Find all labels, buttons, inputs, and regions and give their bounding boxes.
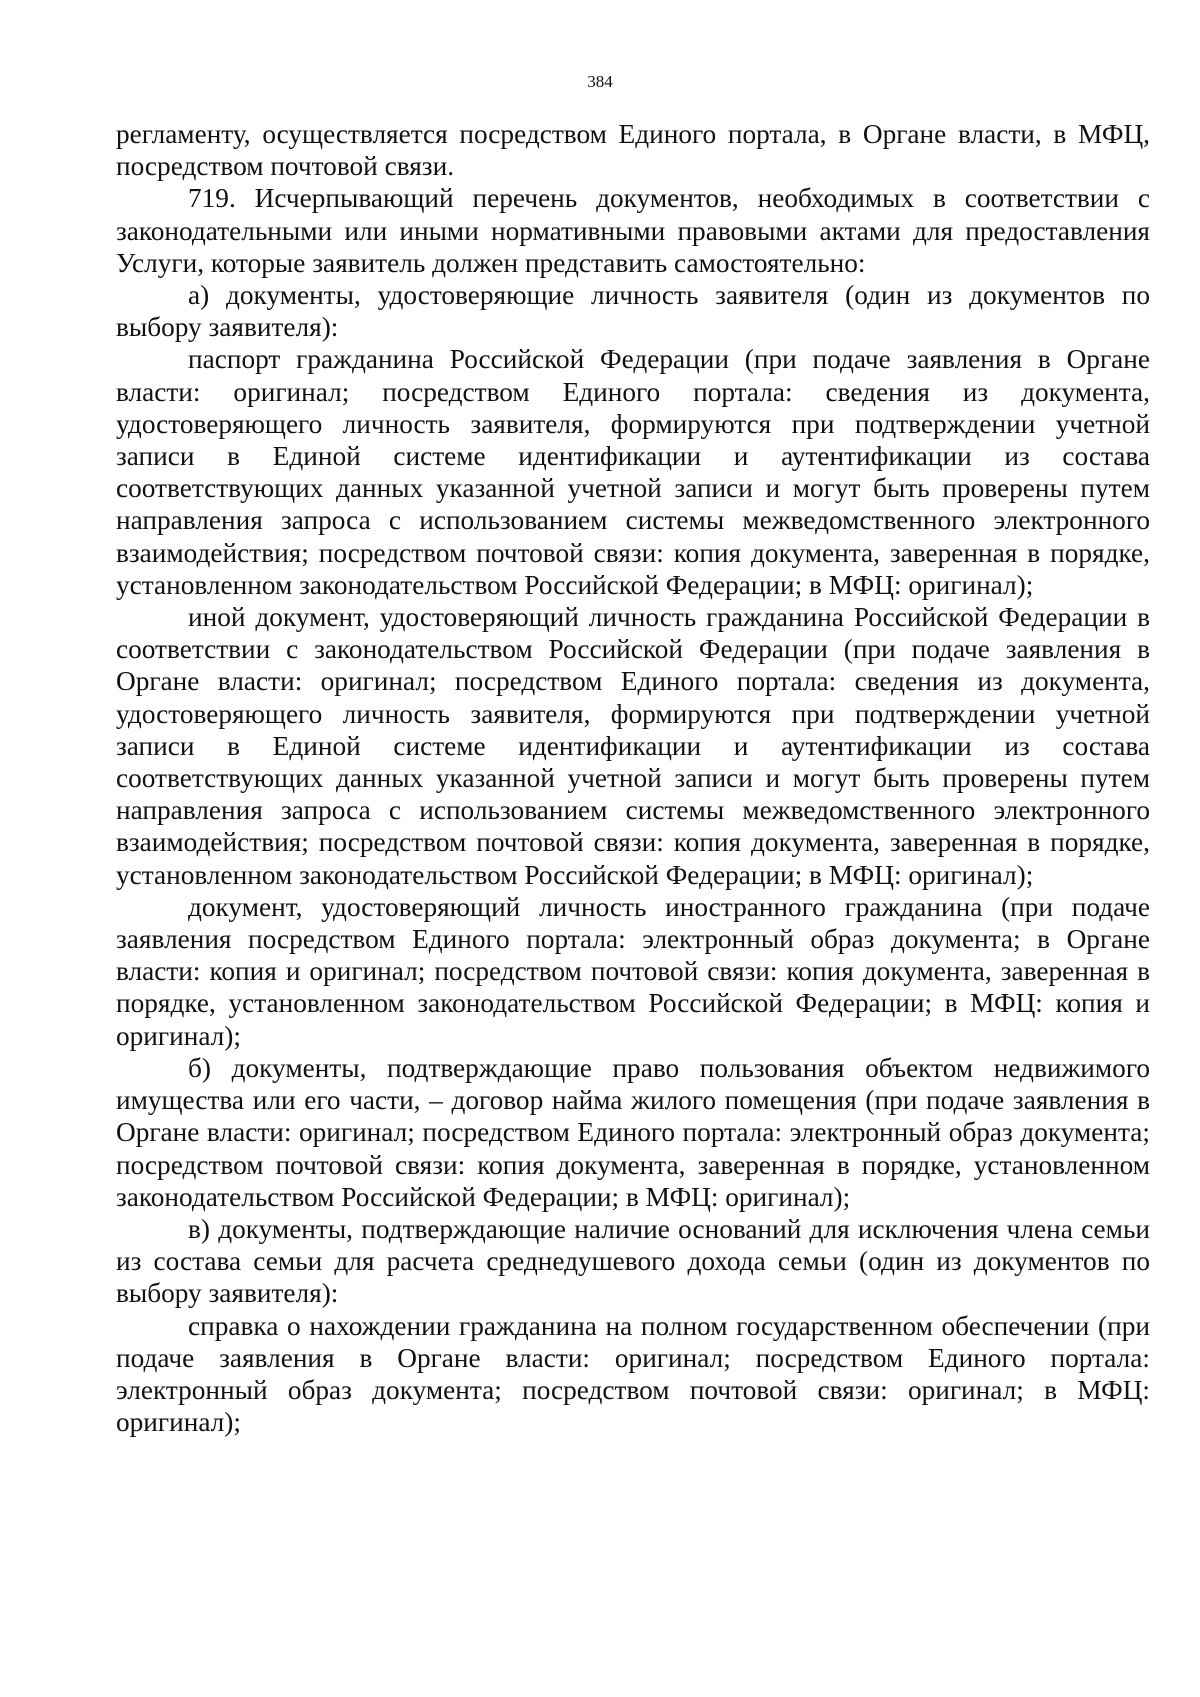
paragraph-other-id-document: иной документ, удостоверяющий личность гражданина Российской Федерации в соответствии с законодательством Российской Федерации (при подаче заявления в Органе власти: оригинал; посредством Единого портала: сведения из документа, удостоверяющего личность заявителя, формируются при подтверждении учетной записи в Единой системе идентификации и аутентификации из состава соответствующих данных указанной учетной записи и могут быть проверены путем направления запроса с использованием системы межведомственного электронного взаимодействия; посредством почтовой связи: копия документа, заверенная в порядке, установленном законодательством Российской Федерации; в МФЦ: оригинал); bbox=[116, 602, 1150, 890]
paragraph-foreign-citizen-id: документ, удостоверяющий личность иностранного гражданина (при подаче заявления посредством Единого портала: электронный образ документа; в Органе власти: копия и оригинал; посредством почтовой связи: копия документа, заверенная в порядке, установленном законодательством Российской Федерации; в МФЦ: копия и оригинал); bbox=[116, 891, 1150, 1051]
paragraph-item-b: б) документы, подтверждающие право пользования объектом недвижимого имущества или его части, – договор найма жилого помещения (при подаче заявления в Органе власти: оригинал; посредством Единого портала: электронный образ документа; посредством почтовой связи: копия документа, заверенная в порядке, установленном законодательством Российской Федерации; в МФЦ: оригинал); bbox=[116, 1052, 1150, 1212]
paragraph-continuation: регламенту, осуществляется посредством Единого портала, в Органе власти, в МФЦ, посредством почтовой связи. bbox=[116, 119, 1150, 182]
paragraph-clause-719: 719. Исчерпывающий перечень документов, необходимых в соответствии с законодательными или иными нормативными правовыми актами для предоставления Услуги, которые заявитель должен представить самостоятельно: bbox=[116, 183, 1150, 278]
paragraph-russian-passport: паспорт гражданина Российской Федерации (при подаче заявления в Органе власти: оригинал; посредством Единого портала: сведения из документа, удостоверяющего личность заявителя, формируются при подтверждении учетной записи в Единой системе идентификации и аутентификации из состава соответствующих данных указанной учетной записи и могут быть проверены путем направления запроса с использованием системы межведомственного электронного взаимодействия; посредством почтовой связи: копия документа, заверенная в порядке, установленном законодательством Российской Федерации; в МФЦ: оригинал); bbox=[116, 344, 1150, 600]
paragraph-item-v: в) документы, подтверждающие наличие оснований для исключения члена семьи из состава семьи для расчета среднедушевого дохода семьи (один из документов по выбору заявителя): bbox=[116, 1213, 1150, 1309]
document-body bbox=[116, 118, 1150, 1438]
paragraph-state-support-certificate: справка о нахождении гражданина на полном государственном обеспечении (при подаче заявления в Органе власти: оригинал; посредством Единого портала: электронный образ документа; посредством почтовой связи: оригинал; в МФЦ: оригинал); bbox=[116, 1310, 1150, 1438]
page-number: 384 bbox=[587, 72, 613, 91]
paragraph-item-a: а) документы, удостоверяющие личность заявителя (один из документов по выбору заявителя): bbox=[116, 280, 1150, 343]
